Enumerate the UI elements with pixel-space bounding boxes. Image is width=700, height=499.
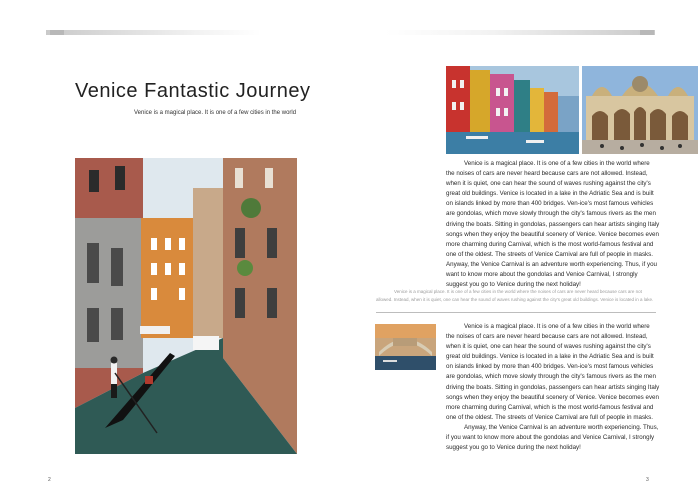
basilica-photo — [582, 66, 698, 154]
header-marker-right — [640, 30, 654, 35]
page-number-right: 3 — [646, 477, 649, 483]
page-title: Venice Fantastic Journey — [75, 80, 311, 102]
paragraph-text: Venice is a magical place. It is one of a few cities in the world where the noises of cars are never heard because cars are not allowed. Instead, when it is quiet, one can hear the sound of waves rushing against the city's great old buildings. Venice is located in a lake in the Adriatic Sea and is built on islands linked by more than 400 bridges. Ven-ice's most famous vehicles are gondolas, which move slowly through the city's famous rivers as the men driving the boats. Sitting in gondolas, passengers can hear artists singing Italy songs when they enjoy the beautiful scenery of Venice. Venice becomes even more charming during Carnival, which is the most world-famous festival and one of the oldest. The streets of Venice Carnival are full of people in masks. Anyway, the Venice Carnival is an adventure worth experiencing. Thus, if you want to know more about the gondolas and Venice Carnival, I strongly suggest you go to Venice during the next holiday! — [446, 160, 660, 289]
article-paragraph-1 — [446, 159, 660, 290]
divider-line — [376, 312, 656, 313]
page-subtitle: Venice is a magical place. It is one of a few cities in the world — [134, 110, 297, 116]
page-number-left: 2 — [48, 477, 51, 483]
canal-gondola-photo — [75, 158, 297, 454]
colorful-houses-photo — [446, 66, 579, 154]
rialto-bridge-photo — [375, 324, 436, 370]
header-strip-right — [385, 30, 655, 35]
paragraph-text: Venice is a magical place. It is one of a few cities in the world where the noises of cars are never heard because cars are not allowed. Instead, when it is quiet, one can hear the sound of waves rushing against the city's great old buildings. Venice is located in a lake in the Adriatic Sea and is built on islands linked by more than 400 bridges. Ven-ice's most famous vehicles are gondolas, which move slowly through the city's famous rivers as the men driving the boats. Sitting in gondolas, passengers can hear artists singing Italy songs when they enjoy the beautiful scenery of Venice. Venice becomes even more charming during Carnival, which is the most world-famous festival and one of the oldest. The streets of Venice Carnival are full of people in masks. — [446, 323, 660, 421]
paragraph-text: Anyway, the Venice Carnival is an adventure worth experiencing. Thus, if you want to know more about the gondolas and Venice Carnival, I strongly suggest you go to Venice during the next holiday! — [446, 423, 659, 452]
header-strip-left — [46, 30, 261, 35]
article-paragraph-2 — [446, 322, 660, 453]
header-marker-left — [50, 30, 64, 35]
image-caption: Venice is a magical place. It is one of a few cities in the world where the noises of cars are never heard because cars are not allowed. Instead, when it is quiet, one can hear the sound of waves rushing against the city's great old buildings. Venice is located in a lake. — [376, 289, 654, 302]
